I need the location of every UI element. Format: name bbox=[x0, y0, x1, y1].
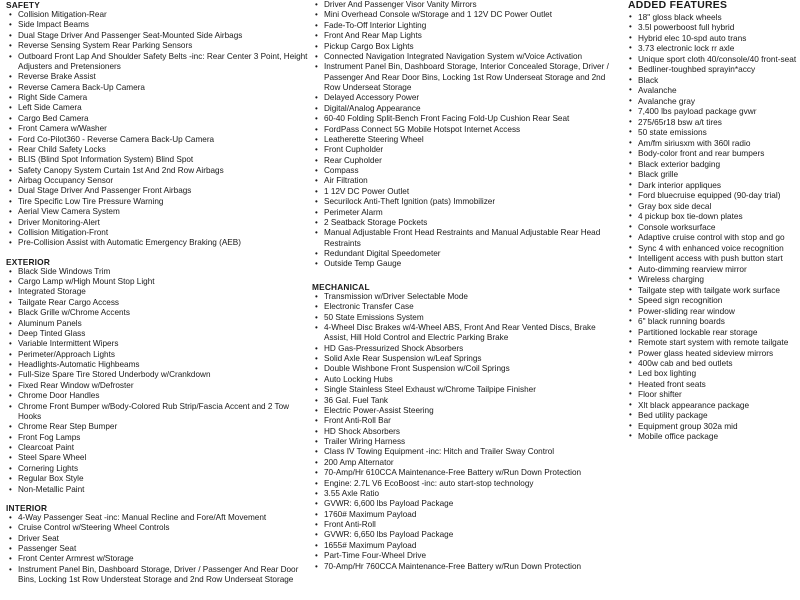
list-item: • 275/65r18 bsw a/t tires bbox=[626, 117, 800, 127]
interior-list bbox=[6, 513, 308, 586]
list-item: • Power glass heated sideview mirrors bbox=[626, 348, 800, 358]
list-item: • Floor shifter bbox=[626, 389, 800, 399]
interior-continued-list bbox=[312, 0, 610, 270]
list-item: • 2 Seatback Storage Pockets bbox=[312, 218, 610, 228]
list-item: • Power-sliding rear window bbox=[626, 306, 800, 316]
list-item: • Redundant Digital Speedometer bbox=[312, 249, 610, 259]
list-item: • Reverse Brake Assist bbox=[6, 72, 308, 82]
list-item: • Pickup Cargo Box Lights bbox=[312, 42, 610, 52]
section-title-safety: SAFETY bbox=[6, 0, 40, 10]
list-item: • Auto-dimming rearview mirror bbox=[626, 264, 800, 274]
list-item: • Air Filtration bbox=[312, 176, 610, 186]
list-item: • Pre-Collision Assist with Automatic Emergency Braking (AEB) bbox=[6, 238, 308, 248]
section-title-mechanical: MECHANICAL bbox=[312, 281, 370, 292]
list-item: • Securilock Anti-Theft Ignition (pats) Immobilizer bbox=[312, 197, 610, 207]
list-item: • Front Fog Lamps bbox=[6, 433, 308, 443]
list-item: • 4 pickup box tie-down plates bbox=[626, 211, 800, 221]
list-item: • HD Gas-Pressurized Shock Absorbers bbox=[312, 344, 610, 354]
list-item: • Chrome Rear Step Bumper bbox=[6, 422, 308, 432]
column-left bbox=[6, 0, 308, 586]
list-item: • Passenger Seat bbox=[6, 544, 308, 554]
list-item: • Driver Monitoring-Alert bbox=[6, 218, 308, 228]
list-item: • Compass bbox=[312, 166, 610, 176]
list-item: • Body-color front and rear bumpers bbox=[626, 148, 800, 158]
list-item: • Steel Spare Wheel bbox=[6, 453, 308, 463]
list-item: • Unique sport cloth 40/console/40 front-seat bbox=[626, 54, 800, 64]
list-item: • Reverse Camera Back-Up Camera bbox=[6, 83, 308, 93]
list-item: • Perimeter/Approach Lights bbox=[6, 350, 308, 360]
list-item: • Full-Size Spare Tire Stored Underbody w/Crankdown bbox=[6, 370, 308, 380]
list-item: • Remote start system with remote tailgate bbox=[626, 337, 800, 347]
list-item: • Black exterior badging bbox=[626, 159, 800, 169]
mechanical-list bbox=[312, 292, 610, 572]
list-item: • Wireless charging bbox=[626, 274, 800, 284]
list-item: • Clearcoat Paint bbox=[6, 443, 308, 453]
list-item: • Front And Rear Map Lights bbox=[312, 31, 610, 41]
list-item: • Instrument Panel Bin, Dashboard Storage, Interior Concealed Storage, Driver / Passenger And Rear Door Bins, Locking 1st Row Underseat Storage and 2nd Row Underseat Storage bbox=[312, 62, 610, 93]
list-item: • 1655# Maximum Payload bbox=[312, 541, 610, 551]
list-item: • Chrome Door Handles bbox=[6, 391, 308, 401]
list-item: • Cargo Lamp w/High Mount Stop Light bbox=[6, 277, 308, 287]
list-item: • Safety Canopy System Curtain 1st And 2nd Row Airbags bbox=[6, 166, 308, 176]
list-item: • Connected Navigation Integrated Navigation System w/Voice Activation bbox=[312, 52, 610, 62]
list-item: • Driver Seat bbox=[6, 534, 308, 544]
list-item: • Xlt black appearance package bbox=[626, 400, 800, 410]
list-item: • Front Camera w/Washer bbox=[6, 124, 308, 134]
list-item: • Console worksurface bbox=[626, 222, 800, 232]
list-item: • Gray box side decal bbox=[626, 201, 800, 211]
list-item: • 200 Amp Alternator bbox=[312, 458, 610, 468]
list-item: • Speed sign recognition bbox=[626, 295, 800, 305]
list-item: • Dark interior appliques bbox=[626, 180, 800, 190]
list-item: • GVWR: 6,650 lbs Payload Package bbox=[312, 530, 610, 540]
list-item: • Trailer Wiring Harness bbox=[312, 437, 610, 447]
list-item: • Am/fm siriusxm with 360l radio bbox=[626, 138, 800, 148]
list-item: • Part-Time Four-Wheel Drive bbox=[312, 551, 610, 561]
list-item: • FordPass Connect 5G Mobile Hotspot Internet Access bbox=[312, 125, 610, 135]
added-features-list bbox=[626, 12, 800, 442]
list-item: • Single Stainless Steel Exhaust w/Chrome Tailpipe Finisher bbox=[312, 385, 610, 395]
list-item: • Heated front seats bbox=[626, 379, 800, 389]
list-item: • Outside Temp Gauge bbox=[312, 259, 610, 269]
list-item: • 18" gloss black wheels bbox=[626, 12, 800, 22]
list-item: • Equipment group 302a mid bbox=[626, 421, 800, 431]
list-item: • Aluminum Panels bbox=[6, 319, 308, 329]
list-item: • Right Side Camera bbox=[6, 93, 308, 103]
list-item: • 3.73 electronic lock rr axle bbox=[626, 43, 800, 53]
list-item: • Fixed Rear Window w/Defroster bbox=[6, 381, 308, 391]
list-item: • 70-Amp/Hr 610CCA Maintenance-Free Battery w/Run Down Protection bbox=[312, 468, 610, 478]
list-item: • Front Anti-Roll Bar bbox=[312, 416, 610, 426]
list-item: • Sync 4 with enhanced voice recognition bbox=[626, 243, 800, 253]
list-item: • 50 state emissions bbox=[626, 127, 800, 137]
list-item: • Front Cupholder bbox=[312, 145, 610, 155]
list-item: • Collision Mitigation-Rear bbox=[6, 10, 308, 20]
list-item: • Avalanche gray bbox=[626, 96, 800, 106]
list-item: • Black Side Windows Trim bbox=[6, 267, 308, 277]
list-item: • Dual Stage Driver And Passenger Seat-Mounted Side Airbags bbox=[6, 31, 308, 41]
list-item: • Deep Tinted Glass bbox=[6, 329, 308, 339]
list-item: • Integrated Storage bbox=[6, 287, 308, 297]
list-item: • Delayed Accessory Power bbox=[312, 93, 610, 103]
list-item: • Cornering Lights bbox=[6, 464, 308, 474]
list-item: • Transmission w/Driver Selectable Mode bbox=[312, 292, 610, 302]
list-item: • HD Shock Absorbers bbox=[312, 427, 610, 437]
list-item: • Hybrid elec 10-spd auto trans bbox=[626, 33, 800, 43]
list-item: • BLIS (Blind Spot Information System) Blind Spot bbox=[6, 155, 308, 165]
list-item: • Front Anti-Roll bbox=[312, 520, 610, 530]
list-item: • 6" black running boards bbox=[626, 316, 800, 326]
list-item: • Airbag Occupancy Sensor bbox=[6, 176, 308, 186]
list-item: • Ford bluecruise equipped (90-day trial) bbox=[626, 190, 800, 200]
list-item: • 50 State Emissions System bbox=[312, 313, 610, 323]
column-right bbox=[626, 0, 800, 442]
list-item: • Regular Box Style bbox=[6, 474, 308, 484]
list-item: • Aerial View Camera System bbox=[6, 207, 308, 217]
list-item: • Side Impact Beams bbox=[6, 20, 308, 30]
list-item: • Mini Overhead Console w/Storage and 1 12V DC Power Outlet bbox=[312, 10, 610, 20]
list-item: • Double Wishbone Front Suspension w/Coil Springs bbox=[312, 364, 610, 374]
list-item: • Intelligent access with push button start bbox=[626, 253, 800, 263]
section-title-interior: INTERIOR bbox=[6, 502, 48, 513]
safety-list bbox=[6, 10, 308, 249]
list-item: • Tailgate Rear Cargo Access bbox=[6, 298, 308, 308]
list-item: • 3.55 Axle Ratio bbox=[312, 489, 610, 499]
list-item: • 4-Way Passenger Seat -inc: Manual Recline and Fore/Aft Movement bbox=[6, 513, 308, 523]
section-title-added-features: ADDED FEATURES bbox=[628, 0, 728, 11]
list-item: • 70-Amp/Hr 760CCA Maintenance-Free Battery w/Run Down Protection bbox=[312, 562, 610, 572]
list-item: • Led box lighting bbox=[626, 368, 800, 378]
list-item: • Class IV Towing Equipment -inc: Hitch and Trailer Sway Control bbox=[312, 447, 610, 457]
list-item: • Tailgate step with tailgate work surface bbox=[626, 285, 800, 295]
list-item: • Tire Specific Low Tire Pressure Warning bbox=[6, 197, 308, 207]
list-item: • Avalanche bbox=[626, 85, 800, 95]
list-item: • Variable Intermittent Wipers bbox=[6, 339, 308, 349]
list-item: • Perimeter Alarm bbox=[312, 208, 610, 218]
exterior-list bbox=[6, 267, 308, 495]
list-item: • Auto Locking Hubs bbox=[312, 375, 610, 385]
list-item: • Cargo Bed Camera bbox=[6, 114, 308, 124]
list-item: • GVWR: 6,600 lbs Payload Package bbox=[312, 499, 610, 509]
list-item: • Black grille bbox=[626, 169, 800, 179]
list-item: • Reverse Sensing System Rear Parking Sensors bbox=[6, 41, 308, 51]
list-item: • Ford Co-Pilot360 - Reverse Camera Back-Up Camera bbox=[6, 135, 308, 145]
list-item: • Electronic Transfer Case bbox=[312, 302, 610, 312]
list-item: • Bedliner-toughbed sprayin*accy bbox=[626, 64, 800, 74]
list-item: • Solid Axle Rear Suspension w/Leaf Springs bbox=[312, 354, 610, 364]
list-item: • Front Center Armrest w/Storage bbox=[6, 554, 308, 564]
list-item: • Digital/Analog Appearance bbox=[312, 104, 610, 114]
list-item: • 36 Gal. Fuel Tank bbox=[312, 396, 610, 406]
list-item: • 4-Wheel Disc Brakes w/4-Wheel ABS, Front And Rear Vented Discs, Brake Assist, Hill Hold Control and Electric Parking Brake bbox=[312, 323, 610, 344]
list-item: • 400w cab and bed outlets bbox=[626, 358, 800, 368]
list-item: • Cruise Control w/Steering Wheel Controls bbox=[6, 523, 308, 533]
list-item: • 60-40 Folding Split-Bench Front Facing Fold-Up Cushion Rear Seat bbox=[312, 114, 610, 124]
list-item: • Engine: 2.7L V6 EcoBoost -inc: auto start-stop technology bbox=[312, 479, 610, 489]
list-item: • Headlights-Automatic Highbeams bbox=[6, 360, 308, 370]
list-item: • 7,400 lbs payload package gvwr bbox=[626, 106, 800, 116]
list-item: • Collision Mitigation-Front bbox=[6, 228, 308, 238]
list-item: • Partitioned lockable rear storage bbox=[626, 327, 800, 337]
list-item: • 1 12V DC Power Outlet bbox=[312, 187, 610, 197]
list-item: • Manual Adjustable Front Head Restraints and Manual Adjustable Rear Head Restraints bbox=[312, 228, 610, 249]
list-item: • Rear Cupholder bbox=[312, 156, 610, 166]
list-item: • Non-Metallic Paint bbox=[6, 485, 308, 495]
list-item: • 1760# Maximum Payload bbox=[312, 510, 610, 520]
list-item: • Fade-To-Off Interior Lighting bbox=[312, 21, 610, 31]
list-item: • Driver And Passenger Visor Vanity Mirrors bbox=[312, 0, 610, 10]
list-item: • Electric Power-Assist Steering bbox=[312, 406, 610, 416]
list-item: • Black Grille w/Chrome Accents bbox=[6, 308, 308, 318]
list-item: • Chrome Front Bumper w/Body-Colored Rub Strip/Fascia Accent and 2 Tow Hooks bbox=[6, 402, 308, 423]
list-item: • Bed utility package bbox=[626, 410, 800, 420]
list-item: • Black bbox=[626, 75, 800, 85]
list-item: • Dual Stage Driver And Passenger Front Airbags bbox=[6, 186, 308, 196]
column-middle bbox=[312, 0, 610, 572]
section-title-exterior: EXTERIOR bbox=[6, 256, 51, 267]
list-item: • Adaptive cruise control with stop and go bbox=[626, 232, 800, 242]
list-item: • Instrument Panel Bin, Dashboard Storage, Driver / Passenger And Rear Door Bins, Locking 1st Row Understeat Storage and 2nd Row Underseat Storage bbox=[6, 565, 308, 586]
list-item: • Leatherette Steering Wheel bbox=[312, 135, 610, 145]
list-item: • Mobile office package bbox=[626, 431, 800, 441]
list-item: • Left Side Camera bbox=[6, 103, 308, 113]
list-item: • Outboard Front Lap And Shoulder Safety Belts -inc: Rear Center 3 Point, Height Adjusters and Pretensioners bbox=[6, 52, 308, 73]
list-item: • 3.5l powerboost full hybrid bbox=[626, 22, 800, 32]
list-item: • Rear Child Safety Locks bbox=[6, 145, 308, 155]
